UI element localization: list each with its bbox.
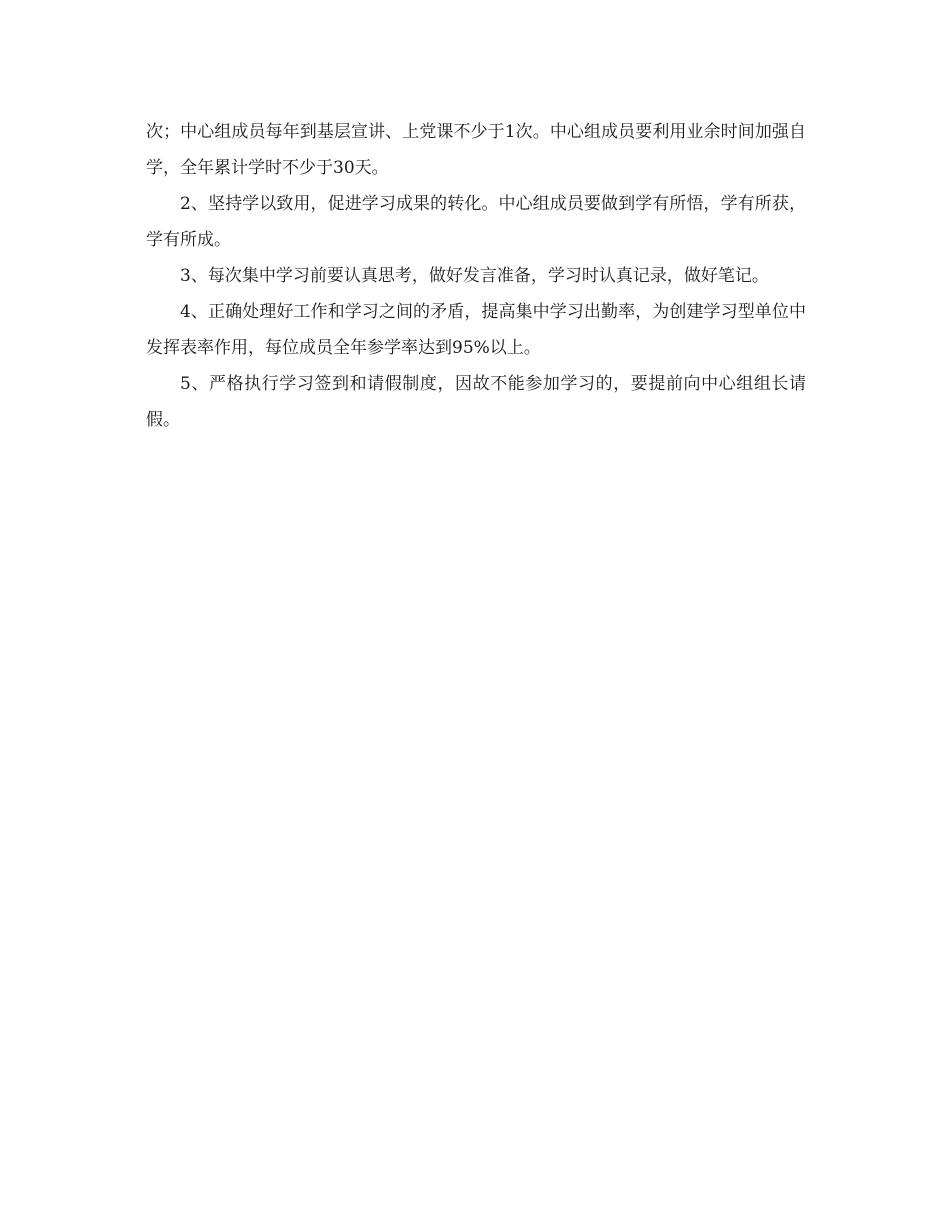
paragraph-item-3: 3、每次集中学习前要认真思考，做好发言准备，学习时认真记录，做好笔记。 bbox=[180, 266, 769, 286]
paragraph-item-2: 2、坚持学以致用，促进学习成果的转化。中心组成员要做到学有所悟，学有所获，学有所成。 bbox=[146, 194, 806, 250]
document-body bbox=[146, 114, 806, 438]
paragraph-item-4: 4、正确处理好工作和学习之间的矛盾，提高集中学习出勤率，为创建学习型单位中发挥表率作用，每位成员全年参学率达到95%以上。 bbox=[146, 302, 806, 358]
paragraph-item-5: 5、严格执行学习签到和请假制度，因故不能参加学习的，要提前向中心组组长请假。 bbox=[146, 374, 806, 430]
paragraph-continuation: 次；中心组成员每年到基层宣讲、上党课不少于1次。中心组成员要利用业余时间加强自学，全年累计学时不少于30天。 bbox=[146, 122, 806, 178]
